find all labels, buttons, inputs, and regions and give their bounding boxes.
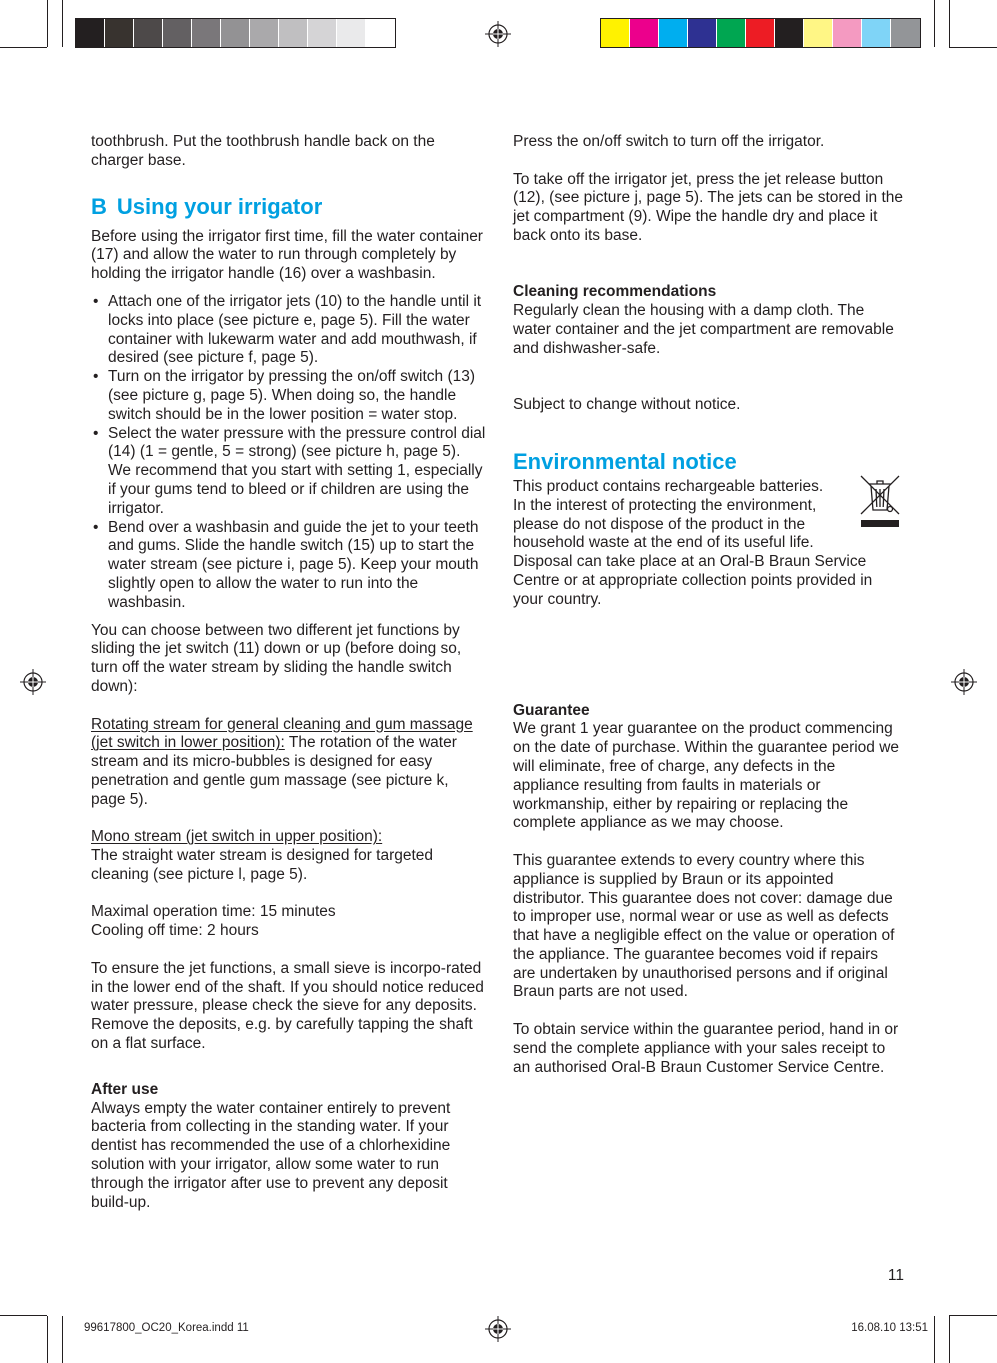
crop-mark xyxy=(934,1316,935,1363)
rotating-stream-text: The rotation of the water stream and its micro-bubbles is designed for easy penetration and gentle gum massage (see picture k, page 5). xyxy=(91,734,457,808)
crop-mark xyxy=(949,47,997,48)
env-line: This product contains rechargeable batteries. xyxy=(513,477,824,495)
crop-mark xyxy=(949,1315,997,1316)
registration-mark-icon xyxy=(485,21,511,47)
color-swatch xyxy=(630,19,659,47)
instruction-list xyxy=(91,293,486,613)
color-swatch xyxy=(105,19,134,47)
after-use-heading: After use xyxy=(91,1080,159,1098)
crop-mark xyxy=(949,1316,950,1363)
cooling-time: Cooling off time: 2 hours xyxy=(91,922,259,940)
cleaning-heading: Cleaning recommendations xyxy=(513,283,717,301)
color-swatch xyxy=(337,19,366,47)
color-swatch xyxy=(163,19,192,47)
list-item: • Attach one of the irrigator jets (10) to the handle until it locks into place (see picture e, page 5). Fill the water container with lukewarm water and add mouthwash, if desired (see picture f, page 5). xyxy=(91,293,486,368)
paragraph: Before using the irrigator first time, fill the water container (17) and allow the water to run through completely by holding the irrigator handle (16) over a washbasin. xyxy=(91,227,483,283)
color-swatch xyxy=(192,19,221,47)
crop-mark xyxy=(934,0,935,47)
subject-to-change: Subject to change without notice. xyxy=(513,396,741,414)
color-swatch xyxy=(601,19,630,47)
color-swatch xyxy=(833,19,862,47)
slug-timestamp: 16.08.10 13:51 xyxy=(851,1322,928,1334)
color-swatch xyxy=(804,19,833,47)
crop-mark xyxy=(47,1316,48,1363)
color-swatch xyxy=(688,19,717,47)
right-column xyxy=(513,133,903,1077)
color-swatch xyxy=(891,19,920,47)
after-use-text: Always empty the water container entirely to prevent bacteria from collecting in the standing water. If your dentist has recommended the use of a chlorhexidine solution with your irrigator, allow some water to run through the irrigator after use to prevent any deposit build-up. xyxy=(91,1099,451,1211)
paragraph: You can choose between two different jet functions by sliding the jet switch (11) down or up (before doing so, turn off the water stream by sliding the handle switch down): xyxy=(91,621,462,695)
environmental-block xyxy=(513,478,903,610)
max-operation-time: Maximal operation time: 15 minutes xyxy=(91,903,336,921)
paragraph: To take off the irrigator jet, press the jet release button (12), (see picture j, page 5). The jets can be stored in the jet compartment (9). Wipe the handle dry and place it back onto its base. xyxy=(513,170,904,244)
list-item: • Turn on the irrigator by pressing the on/off switch (13) (see picture g, page 5). When doing so, the handle switch should be in the lower position = water stop. xyxy=(91,368,486,424)
rotating-stream-paragraph xyxy=(91,716,486,810)
color-swatch xyxy=(862,19,891,47)
left-column xyxy=(91,133,486,1212)
crop-mark xyxy=(62,0,63,47)
color-swatch xyxy=(308,19,337,47)
env-line: household waste at the end of its useful life. xyxy=(513,534,814,552)
registration-mark-icon xyxy=(485,1316,511,1342)
color-swatch xyxy=(366,19,395,47)
guarantee-text: To obtain service within the guarantee period, hand in or send the complete appliance with your sales receipt to an authorised Oral-B Braun Customer Service Centre. xyxy=(513,1021,899,1076)
crop-mark xyxy=(47,0,48,47)
guarantee-text: This guarantee extends to every country where this appliance is supplied by Braun or its appointed distributor. This guarantee does not cover: damage due to improper use, normal wear or use as well as defects that have a negligible effect on the value or operation of the appliance. The guarantee becomes void if repairs are undertaken by unauthorised persons and if original Braun parts are not used. xyxy=(513,851,895,1001)
color-swatch xyxy=(775,19,804,47)
paragraph: To ensure the jet functions, a small sieve is incorpo-rated in the lower end of the shaft. If you should notice reduced water pressure, please check the sieve for any deposits. Remove the deposits, e.g. by carefully tapping the shaft on a flat surface. xyxy=(91,959,484,1053)
color-swatch xyxy=(134,19,163,47)
section-letter: B xyxy=(91,193,107,219)
intro-text: toothbrush. Put the toothbrush handle back on the charger base. xyxy=(91,133,435,169)
section-heading xyxy=(91,194,486,220)
crossed-out-bin-icon xyxy=(857,472,903,530)
registration-mark-icon xyxy=(951,669,977,695)
color-swatch xyxy=(659,19,688,47)
crop-mark xyxy=(0,47,47,48)
color-swatch xyxy=(717,19,746,47)
mono-stream-heading: Mono stream (jet switch in upper position): xyxy=(91,828,383,846)
registration-mark-icon xyxy=(20,669,46,695)
environmental-heading: Environmental notice xyxy=(513,448,737,474)
mono-stream-text: The straight water stream is designed for targeted cleaning (see picture l, page 5). xyxy=(91,847,434,883)
crop-mark xyxy=(0,1315,47,1316)
color-swatch xyxy=(279,19,308,47)
section-title: Using your irrigator xyxy=(116,193,323,219)
page-number: 11 xyxy=(887,1267,904,1284)
grayscale-color-bar xyxy=(75,18,396,48)
list-item: • Select the water pressure with the pressure control dial (14) (1 = gentle, 5 = strong) (see picture h, page 5). We recommend that you start with setting 1, especially if your gums tend to bleed or if children are using the irrigator. xyxy=(91,425,486,519)
env-line: please do not dispose of the product in the xyxy=(513,515,806,533)
list-item: • Bend over a washbasin and guide the jet to your teeth and gums. Slide the handle switch (15) up to start the water stream (see picture i, page 5). Keep your mouth slightly open to allow the water to run into the washbasin. xyxy=(91,519,486,613)
guarantee-heading: Guarantee xyxy=(513,701,590,719)
paragraph: Press the on/off switch to turn off the irrigator. xyxy=(513,133,825,150)
cleaning-text: Regularly clean the housing with a damp cloth. The water container and the jet compartment are removable and dishwasher-safe. xyxy=(513,302,894,357)
rotating-stream-heading: Rotating stream for general cleaning and gum massage (jet switch in lower position): xyxy=(91,715,473,752)
crop-mark xyxy=(949,0,950,47)
env-text: Disposal can take place at an Oral-B Braun Service Centre or at appropriate collection points provided in your country. xyxy=(513,553,873,608)
guarantee-text: We grant 1 year guarantee on the product commencing on the date of purchase. Within the guarantee period we will eliminate, free of charge, any defects in the appliance resulting from faults in materials or workmanship, either by repairing or replacing the complete appliance as we may choose. xyxy=(513,720,900,832)
color-swatch xyxy=(250,19,279,47)
color-swatch xyxy=(76,19,105,47)
env-line: In the interest of protecting the environment, xyxy=(513,496,817,514)
color-swatch xyxy=(746,19,775,47)
process-color-bar xyxy=(600,18,921,48)
color-swatch xyxy=(221,19,250,47)
crop-mark xyxy=(62,1316,63,1363)
slug-filename: 99617800_OC20_Korea.indd 11 xyxy=(84,1322,249,1334)
